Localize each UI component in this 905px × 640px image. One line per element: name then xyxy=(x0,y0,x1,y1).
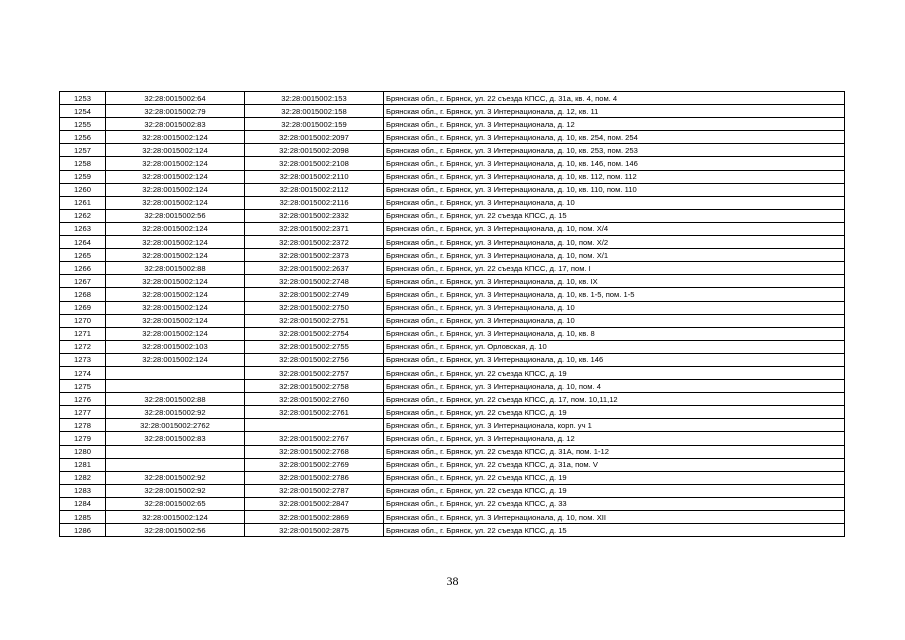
object-cadastral-number-cell: 32:28:0015002:2760 xyxy=(245,393,384,406)
registry-table xyxy=(59,91,845,537)
parcel-cadastral-number-cell xyxy=(106,366,245,379)
parcel-cadastral-number-cell: 32:28:0015002:124 xyxy=(106,222,245,235)
address-cell: Брянская обл., г. Брянск, ул. 22 съезда КПСС, д. 19 xyxy=(384,471,845,484)
row-number-cell: 1257 xyxy=(60,144,106,157)
row-number-cell: 1273 xyxy=(60,353,106,366)
table-row xyxy=(60,327,845,340)
object-cadastral-number-cell: 32:28:0015002:2787 xyxy=(245,484,384,497)
table-row xyxy=(60,249,845,262)
object-cadastral-number-cell: 32:28:0015002:2761 xyxy=(245,406,384,419)
address-cell: Брянская обл., г. Брянск, ул. 3 Интернационала, д. 12 xyxy=(384,432,845,445)
row-number-cell: 1256 xyxy=(60,131,106,144)
row-number-cell: 1286 xyxy=(60,524,106,537)
object-cadastral-number-cell xyxy=(245,419,384,432)
object-cadastral-number-cell: 32:28:0015002:2748 xyxy=(245,275,384,288)
table-row xyxy=(60,183,845,196)
row-number-cell: 1278 xyxy=(60,419,106,432)
parcel-cadastral-number-cell: 32:28:0015002:88 xyxy=(106,393,245,406)
table-row xyxy=(60,262,845,275)
row-number-cell: 1272 xyxy=(60,340,106,353)
table-row xyxy=(60,445,845,458)
object-cadastral-number-cell: 32:28:0015002:2757 xyxy=(245,366,384,379)
table-row xyxy=(60,419,845,432)
row-number-cell: 1266 xyxy=(60,262,106,275)
row-number-cell: 1254 xyxy=(60,105,106,118)
parcel-cadastral-number-cell: 32:28:0015002:124 xyxy=(106,183,245,196)
row-number-cell: 1258 xyxy=(60,157,106,170)
address-cell: Брянская обл., г. Брянск, ул. 3 Интернационала, д. 10, кв. 253, пом. 253 xyxy=(384,144,845,157)
table-row xyxy=(60,236,845,249)
object-cadastral-number-cell: 32:28:0015002:2372 xyxy=(245,236,384,249)
address-cell: Брянская обл., г. Брянск, ул. 3 Интернационала, д. 10, пом. XII xyxy=(384,511,845,524)
parcel-cadastral-number-cell: 32:28:0015002:124 xyxy=(106,170,245,183)
address-cell: Брянская обл., г. Брянск, ул. 3 Интернационала, д. 12, кв. 11 xyxy=(384,105,845,118)
parcel-cadastral-number-cell: 32:28:0015002:124 xyxy=(106,288,245,301)
table-row xyxy=(60,157,845,170)
address-cell: Брянская обл., г. Брянск, ул. 22 съезда КПСС, д. 19 xyxy=(384,484,845,497)
table-row xyxy=(60,170,845,183)
address-cell: Брянская обл., г. Брянск, ул. 3 Интернационала, д. 10, пом. X/1 xyxy=(384,249,845,262)
row-number-cell: 1265 xyxy=(60,249,106,262)
parcel-cadastral-number-cell xyxy=(106,445,245,458)
parcel-cadastral-number-cell: 32:28:0015002:124 xyxy=(106,353,245,366)
parcel-cadastral-number-cell: 32:28:0015002:65 xyxy=(106,497,245,510)
object-cadastral-number-cell: 32:28:0015002:2116 xyxy=(245,196,384,209)
page-number: 38 xyxy=(446,574,459,588)
table-row xyxy=(60,380,845,393)
object-cadastral-number-cell: 32:28:0015002:2112 xyxy=(245,183,384,196)
table-row xyxy=(60,511,845,524)
table-row xyxy=(60,105,845,118)
object-cadastral-number-cell: 32:28:0015002:2768 xyxy=(245,445,384,458)
table-row xyxy=(60,118,845,131)
parcel-cadastral-number-cell: 32:28:0015002:124 xyxy=(106,196,245,209)
parcel-cadastral-number-cell xyxy=(106,380,245,393)
row-number-cell: 1281 xyxy=(60,458,106,471)
address-cell: Брянская обл., г. Брянск, ул. 3 Интернационала, д. 10, пом. X/2 xyxy=(384,236,845,249)
row-number-cell: 1285 xyxy=(60,511,106,524)
address-cell: Брянская обл., г. Брянск, ул. 3 Интернационала, д. 10, кв. 254, пом. 254 xyxy=(384,131,845,144)
parcel-cadastral-number-cell: 32:28:0015002:56 xyxy=(106,209,245,222)
object-cadastral-number-cell: 32:28:0015002:2749 xyxy=(245,288,384,301)
table-row xyxy=(60,222,845,235)
row-number-cell: 1269 xyxy=(60,301,106,314)
row-number-cell: 1268 xyxy=(60,288,106,301)
table-row xyxy=(60,497,845,510)
parcel-cadastral-number-cell: 32:28:0015002:83 xyxy=(106,118,245,131)
address-cell: Брянская обл., г. Брянск, ул. 3 Интернационала, д. 10 xyxy=(384,314,845,327)
object-cadastral-number-cell: 32:28:0015002:2371 xyxy=(245,222,384,235)
parcel-cadastral-number-cell: 32:28:0015002:103 xyxy=(106,340,245,353)
row-number-cell: 1279 xyxy=(60,432,106,445)
table-row xyxy=(60,524,845,537)
row-number-cell: 1282 xyxy=(60,471,106,484)
row-number-cell: 1284 xyxy=(60,497,106,510)
parcel-cadastral-number-cell: 32:28:0015002:92 xyxy=(106,406,245,419)
parcel-cadastral-number-cell: 32:28:0015002:92 xyxy=(106,471,245,484)
row-number-cell: 1283 xyxy=(60,484,106,497)
object-cadastral-number-cell: 32:28:0015002:159 xyxy=(245,118,384,131)
table-row xyxy=(60,209,845,222)
address-cell: Брянская обл., г. Брянск, ул. 22 съезда КПСС, д. 15 xyxy=(384,209,845,222)
row-number-cell: 1274 xyxy=(60,366,106,379)
row-number-cell: 1261 xyxy=(60,196,106,209)
parcel-cadastral-number-cell: 32:28:0015002:124 xyxy=(106,131,245,144)
object-cadastral-number-cell: 32:28:0015002:2108 xyxy=(245,157,384,170)
address-cell: Брянская обл., г. Брянск, ул. 22 съезда КПСС, д. 31А, пом. 1-12 xyxy=(384,445,845,458)
row-number-cell: 1262 xyxy=(60,209,106,222)
table-row xyxy=(60,484,845,497)
parcel-cadastral-number-cell: 32:28:0015002:124 xyxy=(106,236,245,249)
row-number-cell: 1263 xyxy=(60,222,106,235)
table-row xyxy=(60,288,845,301)
object-cadastral-number-cell: 32:28:0015002:2751 xyxy=(245,314,384,327)
row-number-cell: 1267 xyxy=(60,275,106,288)
object-cadastral-number-cell: 32:28:0015002:2786 xyxy=(245,471,384,484)
address-cell: Брянская обл., г. Брянск, ул. 3 Интернационала, д. 10, пом. X/4 xyxy=(384,222,845,235)
object-cadastral-number-cell: 32:28:0015002:2110 xyxy=(245,170,384,183)
object-cadastral-number-cell: 32:28:0015002:2373 xyxy=(245,249,384,262)
parcel-cadastral-number-cell: 32:28:0015002:124 xyxy=(106,301,245,314)
row-number-cell: 1264 xyxy=(60,236,106,249)
row-number-cell: 1260 xyxy=(60,183,106,196)
object-cadastral-number-cell: 32:28:0015002:2098 xyxy=(245,144,384,157)
table-row xyxy=(60,366,845,379)
table-row xyxy=(60,196,845,209)
address-cell: Брянская обл., г. Брянск, ул. 3 Интернационала, д. 10, кв. 1-5, пом. 1-5 xyxy=(384,288,845,301)
registry-table-body xyxy=(60,92,845,537)
table-row xyxy=(60,353,845,366)
address-cell: Брянская обл., г. Брянск, ул. 3 Интернационала, д. 10, кв. 8 xyxy=(384,327,845,340)
address-cell: Брянская обл., г. Брянск, ул. 3 Интернационала, д. 10 xyxy=(384,196,845,209)
row-number-cell: 1259 xyxy=(60,170,106,183)
object-cadastral-number-cell: 32:28:0015002:2754 xyxy=(245,327,384,340)
table-row xyxy=(60,275,845,288)
address-cell: Брянская обл., г. Брянск, ул. 3 Интернационала, д. 10, кв. 146, пом. 146 xyxy=(384,157,845,170)
object-cadastral-number-cell: 32:28:0015002:2637 xyxy=(245,262,384,275)
address-cell: Брянская обл., г. Брянск, ул. 22 съезда КПСС, д. 31а, кв. 4, пом. 4 xyxy=(384,92,845,105)
row-number-cell: 1276 xyxy=(60,393,106,406)
table-row xyxy=(60,458,845,471)
table-row xyxy=(60,92,845,105)
parcel-cadastral-number-cell: 32:28:0015002:124 xyxy=(106,144,245,157)
address-cell: Брянская обл., г. Брянск, ул. 22 съезда КПСС, д. 19 xyxy=(384,366,845,379)
table-row xyxy=(60,131,845,144)
row-number-cell: 1275 xyxy=(60,380,106,393)
object-cadastral-number-cell: 32:28:0015002:2097 xyxy=(245,131,384,144)
object-cadastral-number-cell: 32:28:0015002:2847 xyxy=(245,497,384,510)
table-row xyxy=(60,340,845,353)
object-cadastral-number-cell: 32:28:0015002:2869 xyxy=(245,511,384,524)
row-number-cell: 1280 xyxy=(60,445,106,458)
address-cell: Брянская обл., г. Брянск, ул. 22 съезда КПСС, д. 31а, пом. V xyxy=(384,458,845,471)
parcel-cadastral-number-cell: 32:28:0015002:124 xyxy=(106,249,245,262)
object-cadastral-number-cell: 32:28:0015002:2875 xyxy=(245,524,384,537)
table-row xyxy=(60,393,845,406)
address-cell: Брянская обл., г. Брянск, ул. 22 съезда КПСС, д. 19 xyxy=(384,406,845,419)
parcel-cadastral-number-cell: 32:28:0015002:79 xyxy=(106,105,245,118)
parcel-cadastral-number-cell: 32:28:0015002:56 xyxy=(106,524,245,537)
parcel-cadastral-number-cell: 32:28:0015002:88 xyxy=(106,262,245,275)
object-cadastral-number-cell: 32:28:0015002:2769 xyxy=(245,458,384,471)
address-cell: Брянская обл., г. Брянск, ул. 3 Интернационала, д. 10, кв. 110, пом. 110 xyxy=(384,183,845,196)
parcel-cadastral-number-cell: 32:28:0015002:124 xyxy=(106,327,245,340)
address-cell: Брянская обл., г. Брянск, ул. 3 Интернационала, корп. уч 1 xyxy=(384,419,845,432)
object-cadastral-number-cell: 32:28:0015002:158 xyxy=(245,105,384,118)
object-cadastral-number-cell: 32:28:0015002:2758 xyxy=(245,380,384,393)
object-cadastral-number-cell: 32:28:0015002:2750 xyxy=(245,301,384,314)
address-cell: Брянская обл., г. Брянск, ул. Орловская, д. 10 xyxy=(384,340,845,353)
address-cell: Брянская обл., г. Брянск, ул. 22 съезда КПСС, д. 17, пом. I xyxy=(384,262,845,275)
address-cell: Брянская обл., г. Брянск, ул. 3 Интернационала, д. 10, кв. 146 xyxy=(384,353,845,366)
table-row xyxy=(60,144,845,157)
row-number-cell: 1271 xyxy=(60,327,106,340)
table-row xyxy=(60,471,845,484)
row-number-cell: 1253 xyxy=(60,92,106,105)
parcel-cadastral-number-cell: 32:28:0015002:124 xyxy=(106,314,245,327)
address-cell: Брянская обл., г. Брянск, ул. 3 Интернационала, д. 10, кв. 112, пом. 112 xyxy=(384,170,845,183)
parcel-cadastral-number-cell xyxy=(106,458,245,471)
parcel-cadastral-number-cell: 32:28:0015002:124 xyxy=(106,511,245,524)
address-cell: Брянская обл., г. Брянск, ул. 22 съезда КПСС, д. 33 xyxy=(384,497,845,510)
address-cell: Брянская обл., г. Брянск, ул. 3 Интернационала, д. 10 xyxy=(384,301,845,314)
address-cell: Брянская обл., г. Брянск, ул. 3 Интернационала, д. 10, кв. IX xyxy=(384,275,845,288)
parcel-cadastral-number-cell: 32:28:0015002:2762 xyxy=(106,419,245,432)
object-cadastral-number-cell: 32:28:0015002:2756 xyxy=(245,353,384,366)
address-cell: Брянская обл., г. Брянск, ул. 3 Интернационала, д. 12 xyxy=(384,118,845,131)
row-number-cell: 1255 xyxy=(60,118,106,131)
address-cell: Брянская обл., г. Брянск, ул. 22 съезда КПСС, д. 15 xyxy=(384,524,845,537)
table-row xyxy=(60,432,845,445)
row-number-cell: 1277 xyxy=(60,406,106,419)
object-cadastral-number-cell: 32:28:0015002:2332 xyxy=(245,209,384,222)
table-row xyxy=(60,406,845,419)
table-row xyxy=(60,314,845,327)
parcel-cadastral-number-cell: 32:28:0015002:64 xyxy=(106,92,245,105)
parcel-cadastral-number-cell: 32:28:0015002:83 xyxy=(106,432,245,445)
row-number-cell: 1270 xyxy=(60,314,106,327)
address-cell: Брянская обл., г. Брянск, ул. 3 Интернационала, д. 10, пом. 4 xyxy=(384,380,845,393)
parcel-cadastral-number-cell: 32:28:0015002:124 xyxy=(106,157,245,170)
object-cadastral-number-cell: 32:28:0015002:2755 xyxy=(245,340,384,353)
parcel-cadastral-number-cell: 32:28:0015002:124 xyxy=(106,275,245,288)
object-cadastral-number-cell: 32:28:0015002:153 xyxy=(245,92,384,105)
parcel-cadastral-number-cell: 32:28:0015002:92 xyxy=(106,484,245,497)
table-row xyxy=(60,301,845,314)
object-cadastral-number-cell: 32:28:0015002:2767 xyxy=(245,432,384,445)
address-cell: Брянская обл., г. Брянск, ул. 22 съезда КПСС, д. 17, пом. 10,11,12 xyxy=(384,393,845,406)
